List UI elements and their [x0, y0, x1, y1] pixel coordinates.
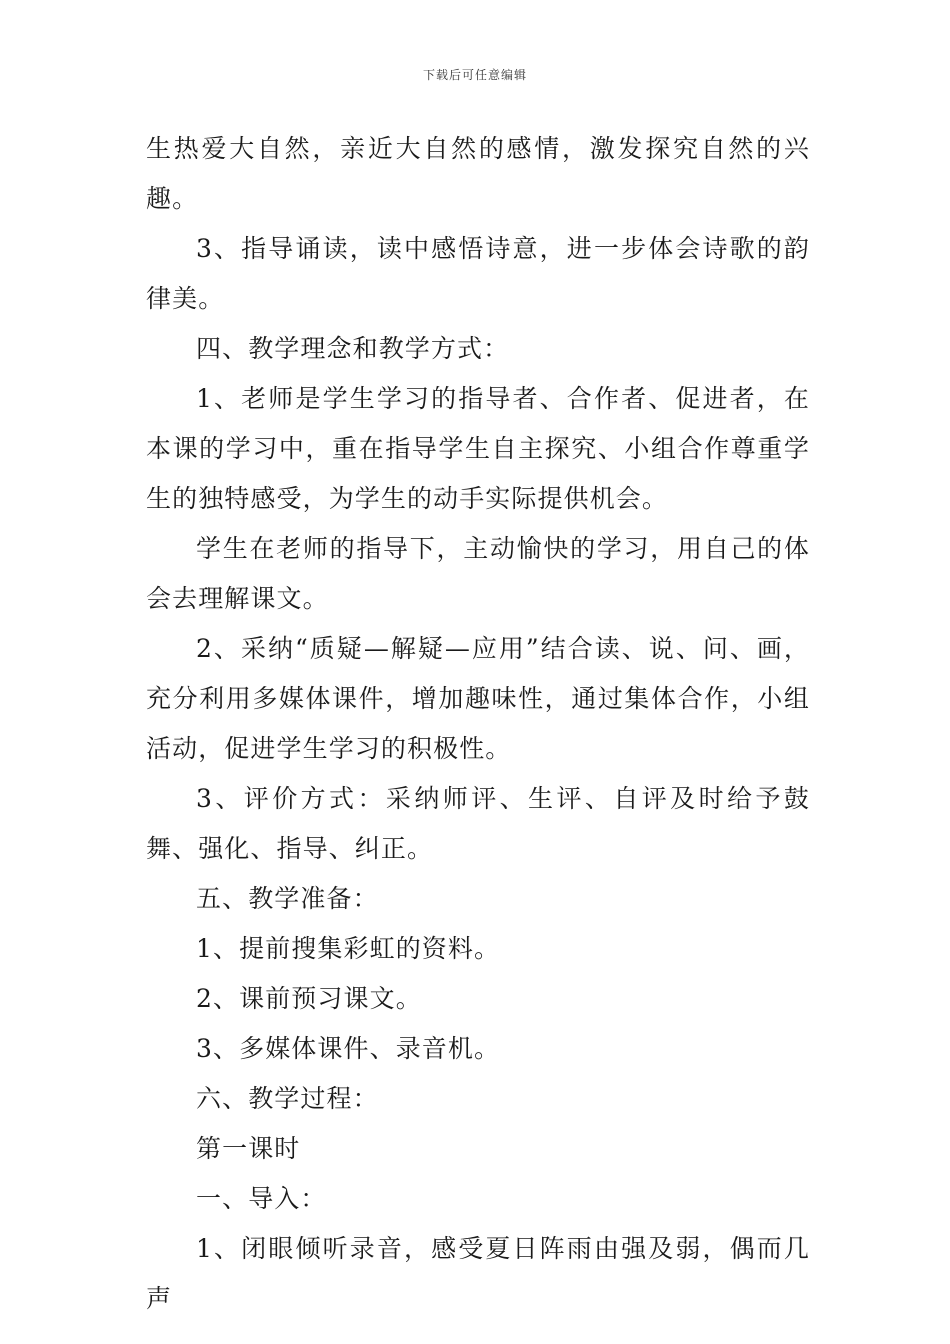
paragraph: 2、课前预习课文。	[196, 984, 422, 1013]
paragraph: 学生在老师的指导下，主动愉快的学习，用自己的体会去理解课文。	[146, 534, 810, 613]
paragraph: 1、提前搜集彩虹的资料。	[196, 934, 501, 963]
document-body	[146, 124, 810, 1324]
paragraph: 2、采纳“质疑—解疑—应用”结合读、说、问、画，充分利用多媒体课件，增加趣味性，通过集体合作，小组活动，促进学生学习的积极性。	[146, 634, 810, 763]
subsection-heading: 第一课时	[196, 1134, 301, 1163]
paragraph: 3、多媒体课件、录音机。	[196, 1034, 501, 1063]
paragraph: 3、指导诵读，读中感悟诗意，进一步体会诗歌的韵律美。	[146, 234, 810, 313]
section-heading: 六、教学过程：	[196, 1084, 379, 1113]
subsection-heading: 一、导入：	[196, 1184, 327, 1213]
section-heading: 五、教学准备：	[196, 884, 379, 913]
header-note: 下载后可任意编辑	[422, 68, 527, 82]
section-heading: 四、教学理念和教学方式：	[196, 334, 510, 363]
paragraph: 生热爱大自然，亲近大自然的感情，激发探究自然的兴趣。	[146, 134, 810, 213]
paragraph: 1、老师是学生学习的指导者、合作者、促进者，在本课的学习中，重在指导学生自主探究、小组合作尊重学生的独特感受，为学生的动手实际提供机会。	[146, 384, 810, 513]
paragraph: 1、闭眼倾听录音，感受夏日阵雨由强及弱，偶而几声	[146, 1234, 810, 1313]
paragraph: 3、评价方式：采纳师评、生评、自评及时给予鼓舞、强化、指导、纠正。	[146, 784, 810, 863]
